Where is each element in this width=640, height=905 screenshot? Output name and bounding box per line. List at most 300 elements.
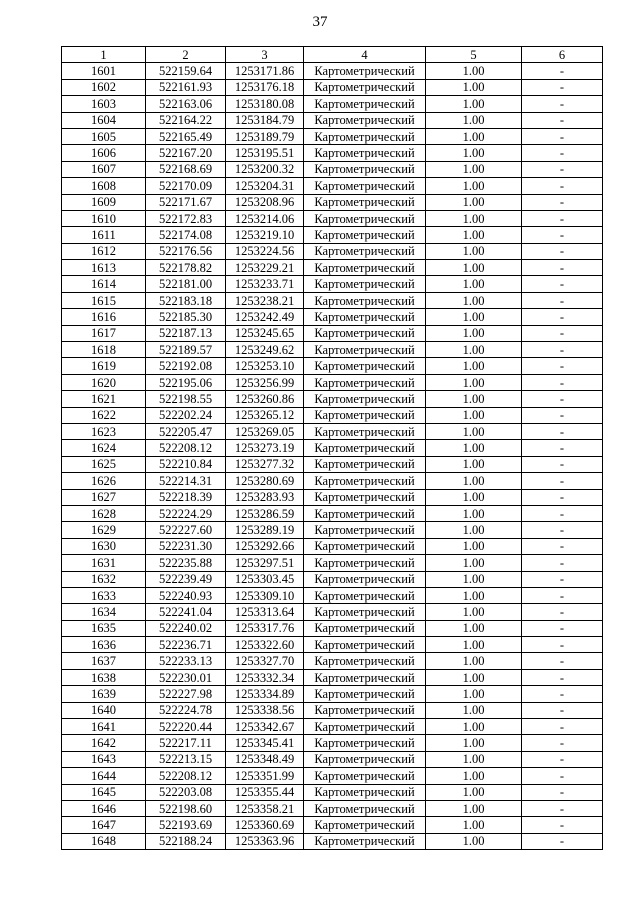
method-cell: Картометрический bbox=[304, 325, 426, 341]
method-cell: Картометрический bbox=[304, 342, 426, 358]
y-coordinate-cell: 1253345.41 bbox=[226, 735, 304, 751]
accuracy-cell: 1.00 bbox=[426, 473, 522, 489]
y-coordinate-cell: 1253256.99 bbox=[226, 374, 304, 390]
method-cell: Картометрический bbox=[304, 587, 426, 603]
y-coordinate-cell: 1253289.19 bbox=[226, 522, 304, 538]
description-cell: - bbox=[522, 505, 603, 521]
table-row bbox=[62, 817, 603, 833]
point-number-cell: 1625 bbox=[62, 456, 146, 472]
y-coordinate-cell: 1253309.10 bbox=[226, 587, 304, 603]
accuracy-cell: 1.00 bbox=[426, 79, 522, 95]
table-row bbox=[62, 292, 603, 308]
description-cell: - bbox=[522, 686, 603, 702]
table-row bbox=[62, 210, 603, 226]
method-cell: Картометрический bbox=[304, 817, 426, 833]
method-cell: Картометрический bbox=[304, 227, 426, 243]
y-coordinate-cell: 1253338.56 bbox=[226, 702, 304, 718]
x-coordinate-cell: 522165.49 bbox=[146, 128, 226, 144]
x-coordinate-cell: 522183.18 bbox=[146, 292, 226, 308]
accuracy-cell: 1.00 bbox=[426, 456, 522, 472]
method-cell: Картометрический bbox=[304, 63, 426, 79]
point-number-cell: 1615 bbox=[62, 292, 146, 308]
method-cell: Картометрический bbox=[304, 620, 426, 636]
method-cell: Картометрический bbox=[304, 784, 426, 800]
table-row bbox=[62, 63, 603, 79]
x-coordinate-cell: 522198.55 bbox=[146, 391, 226, 407]
y-coordinate-cell: 1253195.51 bbox=[226, 145, 304, 161]
description-cell: - bbox=[522, 735, 603, 751]
method-cell: Картометрический bbox=[304, 800, 426, 816]
description-cell: - bbox=[522, 96, 603, 112]
point-number-cell: 1640 bbox=[62, 702, 146, 718]
y-coordinate-cell: 1253334.89 bbox=[226, 686, 304, 702]
y-coordinate-cell: 1253363.96 bbox=[226, 833, 304, 849]
description-cell: - bbox=[522, 620, 603, 636]
y-coordinate-cell: 1253348.49 bbox=[226, 751, 304, 767]
method-cell: Картометрический bbox=[304, 751, 426, 767]
y-coordinate-cell: 1253322.60 bbox=[226, 637, 304, 653]
x-coordinate-cell: 522195.06 bbox=[146, 374, 226, 390]
description-cell: - bbox=[522, 210, 603, 226]
point-number-cell: 1602 bbox=[62, 79, 146, 95]
y-coordinate-cell: 1253204.31 bbox=[226, 178, 304, 194]
x-coordinate-cell: 522203.08 bbox=[146, 784, 226, 800]
table-row bbox=[62, 768, 603, 784]
y-coordinate-cell: 1253229.21 bbox=[226, 260, 304, 276]
accuracy-cell: 1.00 bbox=[426, 227, 522, 243]
method-cell: Картометрический bbox=[304, 669, 426, 685]
y-coordinate-cell: 1253317.76 bbox=[226, 620, 304, 636]
point-number-cell: 1636 bbox=[62, 637, 146, 653]
description-cell: - bbox=[522, 325, 603, 341]
method-cell: Картометрический bbox=[304, 473, 426, 489]
y-coordinate-cell: 1253286.59 bbox=[226, 505, 304, 521]
x-coordinate-cell: 522231.30 bbox=[146, 538, 226, 554]
method-cell: Картометрический bbox=[304, 276, 426, 292]
point-number-cell: 1648 bbox=[62, 833, 146, 849]
page-number: 37 bbox=[312, 14, 328, 30]
table-row bbox=[62, 669, 603, 685]
point-number-cell: 1634 bbox=[62, 604, 146, 620]
method-cell: Картометрический bbox=[304, 768, 426, 784]
x-coordinate-cell: 522205.47 bbox=[146, 423, 226, 439]
point-number-cell: 1635 bbox=[62, 620, 146, 636]
accuracy-cell: 1.00 bbox=[426, 719, 522, 735]
x-coordinate-cell: 522172.83 bbox=[146, 210, 226, 226]
accuracy-cell: 1.00 bbox=[426, 735, 522, 751]
table-row bbox=[62, 128, 603, 144]
table-row bbox=[62, 719, 603, 735]
description-cell: - bbox=[522, 128, 603, 144]
method-cell: Картометрический bbox=[304, 161, 426, 177]
description-cell: - bbox=[522, 292, 603, 308]
method-cell: Картометрический bbox=[304, 555, 426, 571]
method-cell: Картометрический bbox=[304, 210, 426, 226]
x-coordinate-cell: 522187.13 bbox=[146, 325, 226, 341]
x-coordinate-cell: 522217.11 bbox=[146, 735, 226, 751]
point-number-cell: 1619 bbox=[62, 358, 146, 374]
y-coordinate-cell: 1253351.99 bbox=[226, 768, 304, 784]
accuracy-cell: 1.00 bbox=[426, 309, 522, 325]
table-row bbox=[62, 833, 603, 849]
method-cell: Картометрический bbox=[304, 128, 426, 144]
method-cell: Картометрический bbox=[304, 309, 426, 325]
x-coordinate-cell: 522208.12 bbox=[146, 440, 226, 456]
table-row bbox=[62, 79, 603, 95]
method-cell: Картометрический bbox=[304, 423, 426, 439]
table-row bbox=[62, 456, 603, 472]
coordinates-table bbox=[61, 46, 603, 850]
point-number-cell: 1623 bbox=[62, 423, 146, 439]
description-cell: - bbox=[522, 833, 603, 849]
accuracy-cell: 1.00 bbox=[426, 112, 522, 128]
point-number-cell: 1645 bbox=[62, 784, 146, 800]
description-cell: - bbox=[522, 473, 603, 489]
point-number-cell: 1647 bbox=[62, 817, 146, 833]
y-coordinate-cell: 1253245.65 bbox=[226, 325, 304, 341]
accuracy-cell: 1.00 bbox=[426, 751, 522, 767]
table-row bbox=[62, 178, 603, 194]
point-number-cell: 1609 bbox=[62, 194, 146, 210]
y-coordinate-cell: 1253224.56 bbox=[226, 243, 304, 259]
x-coordinate-cell: 522240.93 bbox=[146, 587, 226, 603]
accuracy-cell: 1.00 bbox=[426, 833, 522, 849]
y-coordinate-cell: 1253208.96 bbox=[226, 194, 304, 210]
x-coordinate-cell: 522159.64 bbox=[146, 63, 226, 79]
point-number-cell: 1601 bbox=[62, 63, 146, 79]
x-coordinate-cell: 522208.12 bbox=[146, 768, 226, 784]
method-cell: Картометрический bbox=[304, 735, 426, 751]
description-cell: - bbox=[522, 637, 603, 653]
accuracy-cell: 1.00 bbox=[426, 260, 522, 276]
description-cell: - bbox=[522, 456, 603, 472]
description-cell: - bbox=[522, 440, 603, 456]
y-coordinate-cell: 1253176.18 bbox=[226, 79, 304, 95]
x-coordinate-cell: 522218.39 bbox=[146, 489, 226, 505]
accuracy-cell: 1.00 bbox=[426, 243, 522, 259]
accuracy-cell: 1.00 bbox=[426, 96, 522, 112]
x-coordinate-cell: 522224.78 bbox=[146, 702, 226, 718]
point-number-cell: 1616 bbox=[62, 309, 146, 325]
accuracy-cell: 1.00 bbox=[426, 440, 522, 456]
y-coordinate-cell: 1253219.10 bbox=[226, 227, 304, 243]
method-cell: Картометрический bbox=[304, 407, 426, 423]
table-row bbox=[62, 489, 603, 505]
description-cell: - bbox=[522, 407, 603, 423]
accuracy-cell: 1.00 bbox=[426, 620, 522, 636]
description-cell: - bbox=[522, 309, 603, 325]
point-number-cell: 1610 bbox=[62, 210, 146, 226]
accuracy-cell: 1.00 bbox=[426, 522, 522, 538]
accuracy-cell: 1.00 bbox=[426, 391, 522, 407]
x-coordinate-cell: 522224.29 bbox=[146, 505, 226, 521]
point-number-cell: 1614 bbox=[62, 276, 146, 292]
point-number-cell: 1644 bbox=[62, 768, 146, 784]
x-coordinate-cell: 522235.88 bbox=[146, 555, 226, 571]
description-cell: - bbox=[522, 358, 603, 374]
table-row bbox=[62, 391, 603, 407]
x-coordinate-cell: 522192.08 bbox=[146, 358, 226, 374]
accuracy-cell: 1.00 bbox=[426, 342, 522, 358]
y-coordinate-cell: 1253358.21 bbox=[226, 800, 304, 816]
y-coordinate-cell: 1253327.70 bbox=[226, 653, 304, 669]
method-cell: Картометрический bbox=[304, 686, 426, 702]
description-cell: - bbox=[522, 538, 603, 554]
description-cell: - bbox=[522, 719, 603, 735]
point-number-cell: 1617 bbox=[62, 325, 146, 341]
x-coordinate-cell: 522161.93 bbox=[146, 79, 226, 95]
point-number-cell: 1626 bbox=[62, 473, 146, 489]
description-cell: - bbox=[522, 702, 603, 718]
table-row bbox=[62, 112, 603, 128]
point-number-cell: 1621 bbox=[62, 391, 146, 407]
x-coordinate-cell: 522198.60 bbox=[146, 800, 226, 816]
method-cell: Картометрический bbox=[304, 358, 426, 374]
y-coordinate-cell: 1253189.79 bbox=[226, 128, 304, 144]
table-row bbox=[62, 423, 603, 439]
description-cell: - bbox=[522, 571, 603, 587]
method-cell: Картометрический bbox=[304, 440, 426, 456]
method-cell: Картометрический bbox=[304, 489, 426, 505]
table-row bbox=[62, 555, 603, 571]
x-coordinate-cell: 522188.24 bbox=[146, 833, 226, 849]
table-row bbox=[62, 702, 603, 718]
table-row bbox=[62, 505, 603, 521]
method-cell: Картометрический bbox=[304, 833, 426, 849]
accuracy-cell: 1.00 bbox=[426, 423, 522, 439]
x-coordinate-cell: 522236.71 bbox=[146, 637, 226, 653]
x-coordinate-cell: 522214.31 bbox=[146, 473, 226, 489]
method-cell: Картометрический bbox=[304, 653, 426, 669]
table-row bbox=[62, 358, 603, 374]
table-row bbox=[62, 784, 603, 800]
method-cell: Картометрический bbox=[304, 292, 426, 308]
description-cell: - bbox=[522, 260, 603, 276]
y-coordinate-cell: 1253355.44 bbox=[226, 784, 304, 800]
y-coordinate-cell: 1253360.69 bbox=[226, 817, 304, 833]
description-cell: - bbox=[522, 276, 603, 292]
x-coordinate-cell: 522171.67 bbox=[146, 194, 226, 210]
accuracy-cell: 1.00 bbox=[426, 128, 522, 144]
description-cell: - bbox=[522, 653, 603, 669]
point-number-cell: 1622 bbox=[62, 407, 146, 423]
point-number-cell: 1611 bbox=[62, 227, 146, 243]
x-coordinate-cell: 522202.24 bbox=[146, 407, 226, 423]
table-row bbox=[62, 735, 603, 751]
accuracy-cell: 1.00 bbox=[426, 145, 522, 161]
method-cell: Картометрический bbox=[304, 522, 426, 538]
method-cell: Картометрический bbox=[304, 243, 426, 259]
accuracy-cell: 1.00 bbox=[426, 358, 522, 374]
description-cell: - bbox=[522, 669, 603, 685]
accuracy-cell: 1.00 bbox=[426, 637, 522, 653]
point-number-cell: 1633 bbox=[62, 587, 146, 603]
y-coordinate-cell: 1253260.86 bbox=[226, 391, 304, 407]
y-coordinate-cell: 1253249.62 bbox=[226, 342, 304, 358]
point-number-cell: 1603 bbox=[62, 96, 146, 112]
y-coordinate-cell: 1253184.79 bbox=[226, 112, 304, 128]
description-cell: - bbox=[522, 194, 603, 210]
accuracy-cell: 1.00 bbox=[426, 686, 522, 702]
point-number-cell: 1646 bbox=[62, 800, 146, 816]
y-coordinate-cell: 1253303.45 bbox=[226, 571, 304, 587]
point-number-cell: 1607 bbox=[62, 161, 146, 177]
accuracy-cell: 1.00 bbox=[426, 768, 522, 784]
table-row bbox=[62, 571, 603, 587]
point-number-cell: 1641 bbox=[62, 719, 146, 735]
accuracy-cell: 1.00 bbox=[426, 210, 522, 226]
point-number-cell: 1642 bbox=[62, 735, 146, 751]
accuracy-cell: 1.00 bbox=[426, 178, 522, 194]
description-cell: - bbox=[522, 817, 603, 833]
description-cell: - bbox=[522, 374, 603, 390]
description-cell: - bbox=[522, 604, 603, 620]
table-row bbox=[62, 473, 603, 489]
point-number-cell: 1620 bbox=[62, 374, 146, 390]
accuracy-cell: 1.00 bbox=[426, 63, 522, 79]
description-cell: - bbox=[522, 161, 603, 177]
description-cell: - bbox=[522, 227, 603, 243]
accuracy-cell: 1.00 bbox=[426, 653, 522, 669]
table-row bbox=[62, 637, 603, 653]
x-coordinate-cell: 522239.49 bbox=[146, 571, 226, 587]
description-cell: - bbox=[522, 587, 603, 603]
point-number-cell: 1606 bbox=[62, 145, 146, 161]
point-number-cell: 1632 bbox=[62, 571, 146, 587]
table-row bbox=[62, 276, 603, 292]
description-cell: - bbox=[522, 423, 603, 439]
table-row bbox=[62, 194, 603, 210]
y-coordinate-cell: 1253253.10 bbox=[226, 358, 304, 374]
y-coordinate-cell: 1253273.19 bbox=[226, 440, 304, 456]
method-cell: Картометрический bbox=[304, 260, 426, 276]
x-coordinate-cell: 522227.98 bbox=[146, 686, 226, 702]
accuracy-cell: 1.00 bbox=[426, 555, 522, 571]
x-coordinate-cell: 522241.04 bbox=[146, 604, 226, 620]
x-coordinate-cell: 522167.20 bbox=[146, 145, 226, 161]
method-cell: Картометрический bbox=[304, 702, 426, 718]
table-row bbox=[62, 686, 603, 702]
table-row bbox=[62, 227, 603, 243]
point-number-cell: 1629 bbox=[62, 522, 146, 538]
table-row bbox=[62, 161, 603, 177]
accuracy-cell: 1.00 bbox=[426, 817, 522, 833]
accuracy-cell: 1.00 bbox=[426, 800, 522, 816]
x-coordinate-cell: 522181.00 bbox=[146, 276, 226, 292]
table-row bbox=[62, 374, 603, 390]
point-number-cell: 1624 bbox=[62, 440, 146, 456]
x-coordinate-cell: 522174.08 bbox=[146, 227, 226, 243]
table-row bbox=[62, 96, 603, 112]
point-number-cell: 1630 bbox=[62, 538, 146, 554]
point-number-cell: 1604 bbox=[62, 112, 146, 128]
method-cell: Картометрический bbox=[304, 96, 426, 112]
method-cell: Картометрический bbox=[304, 538, 426, 554]
y-coordinate-cell: 1253297.51 bbox=[226, 555, 304, 571]
y-coordinate-cell: 1253233.71 bbox=[226, 276, 304, 292]
y-coordinate-cell: 1253171.86 bbox=[226, 63, 304, 79]
description-cell: - bbox=[522, 79, 603, 95]
description-cell: - bbox=[522, 522, 603, 538]
description-cell: - bbox=[522, 178, 603, 194]
description-cell: - bbox=[522, 63, 603, 79]
y-coordinate-cell: 1253277.32 bbox=[226, 456, 304, 472]
method-cell: Картометрический bbox=[304, 719, 426, 735]
method-cell: Картометрический bbox=[304, 571, 426, 587]
table-row bbox=[62, 440, 603, 456]
method-cell: Картометрический bbox=[304, 178, 426, 194]
point-number-cell: 1643 bbox=[62, 751, 146, 767]
description-cell: - bbox=[522, 800, 603, 816]
point-number-cell: 1618 bbox=[62, 342, 146, 358]
method-cell: Картометрический bbox=[304, 112, 426, 128]
method-cell: Картометрический bbox=[304, 637, 426, 653]
point-number-cell: 1638 bbox=[62, 669, 146, 685]
x-coordinate-cell: 522170.09 bbox=[146, 178, 226, 194]
point-number-cell: 1605 bbox=[62, 128, 146, 144]
table-row bbox=[62, 522, 603, 538]
x-coordinate-cell: 522176.56 bbox=[146, 243, 226, 259]
table-row bbox=[62, 407, 603, 423]
x-coordinate-cell: 522168.69 bbox=[146, 161, 226, 177]
method-cell: Картометрический bbox=[304, 391, 426, 407]
method-cell: Картометрический bbox=[304, 145, 426, 161]
y-coordinate-cell: 1253269.05 bbox=[226, 423, 304, 439]
accuracy-cell: 1.00 bbox=[426, 276, 522, 292]
accuracy-cell: 1.00 bbox=[426, 505, 522, 521]
table-row bbox=[62, 538, 603, 554]
description-cell: - bbox=[522, 555, 603, 571]
description-cell: - bbox=[522, 112, 603, 128]
x-coordinate-cell: 522210.84 bbox=[146, 456, 226, 472]
x-coordinate-cell: 522240.02 bbox=[146, 620, 226, 636]
accuracy-cell: 1.00 bbox=[426, 407, 522, 423]
x-coordinate-cell: 522163.06 bbox=[146, 96, 226, 112]
x-coordinate-cell: 522178.82 bbox=[146, 260, 226, 276]
x-coordinate-cell: 522227.60 bbox=[146, 522, 226, 538]
x-coordinate-cell: 522189.57 bbox=[146, 342, 226, 358]
description-cell: - bbox=[522, 391, 603, 407]
accuracy-cell: 1.00 bbox=[426, 604, 522, 620]
accuracy-cell: 1.00 bbox=[426, 538, 522, 554]
point-number-cell: 1637 bbox=[62, 653, 146, 669]
description-cell: - bbox=[522, 489, 603, 505]
y-coordinate-cell: 1253280.69 bbox=[226, 473, 304, 489]
x-coordinate-cell: 522233.13 bbox=[146, 653, 226, 669]
y-coordinate-cell: 1253313.64 bbox=[226, 604, 304, 620]
description-cell: - bbox=[522, 243, 603, 259]
y-coordinate-cell: 1253265.12 bbox=[226, 407, 304, 423]
point-number-cell: 1613 bbox=[62, 260, 146, 276]
accuracy-cell: 1.00 bbox=[426, 194, 522, 210]
x-coordinate-cell: 522193.69 bbox=[146, 817, 226, 833]
table-header-row bbox=[62, 47, 603, 63]
accuracy-cell: 1.00 bbox=[426, 161, 522, 177]
y-coordinate-cell: 1253283.93 bbox=[226, 489, 304, 505]
table-row bbox=[62, 620, 603, 636]
description-cell: - bbox=[522, 751, 603, 767]
y-coordinate-cell: 1253292.66 bbox=[226, 538, 304, 554]
column-header: 1 bbox=[62, 47, 146, 63]
method-cell: Картометрический bbox=[304, 604, 426, 620]
table-row bbox=[62, 342, 603, 358]
x-coordinate-cell: 522213.15 bbox=[146, 751, 226, 767]
point-number-cell: 1631 bbox=[62, 555, 146, 571]
column-header: 4 bbox=[304, 47, 426, 63]
point-number-cell: 1627 bbox=[62, 489, 146, 505]
table-row bbox=[62, 587, 603, 603]
accuracy-cell: 1.00 bbox=[426, 784, 522, 800]
